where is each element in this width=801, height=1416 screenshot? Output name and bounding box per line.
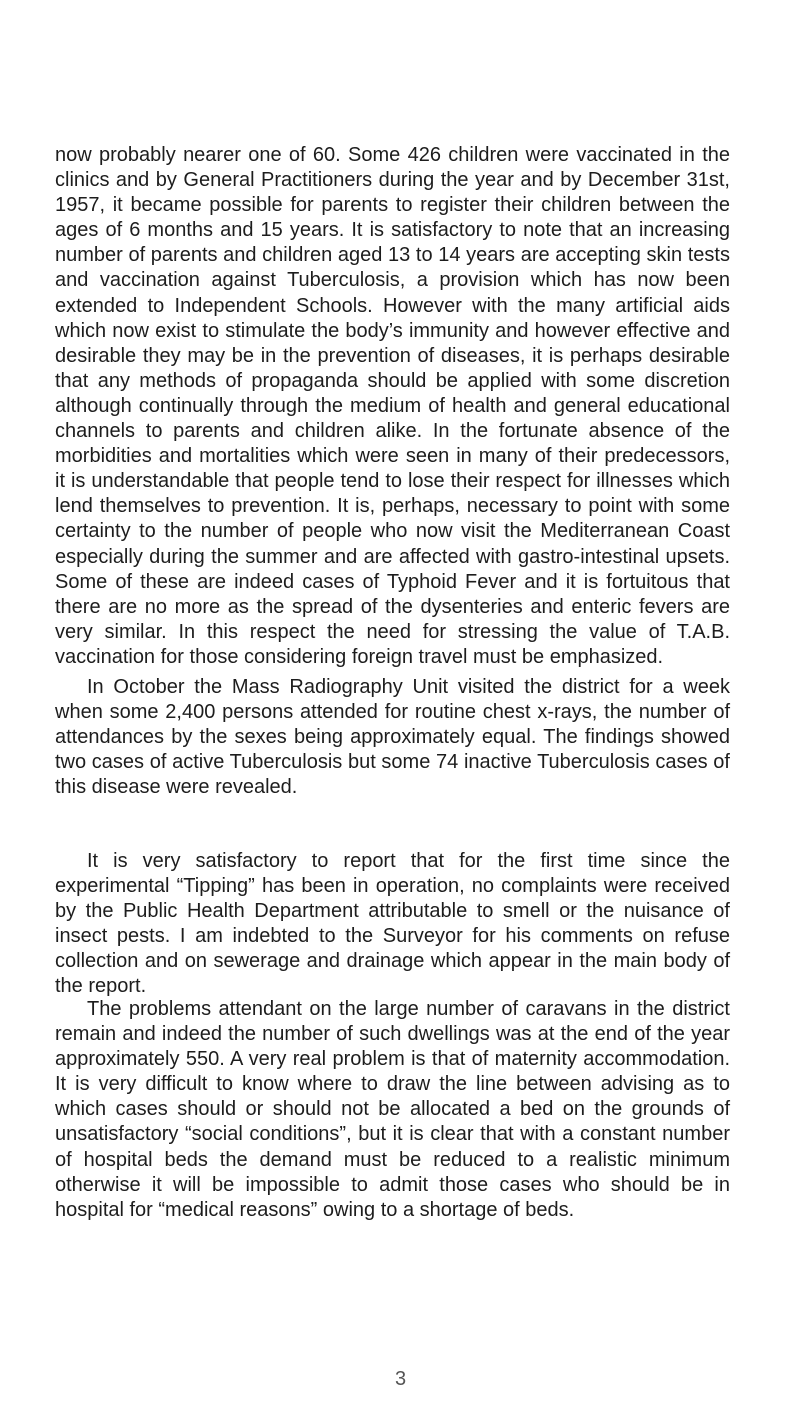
page-number: 3 xyxy=(394,1368,407,1390)
paragraph-mass-radiography: In October the Mass Radiography Unit visited the district for a week when some 2,400 persons attended for routine chest x-rays, the number of attendances by the sexes being approximately equal. The findings showed two cases of active Tuberculosis but some 74 inactive Tuberculosis cases of this disease were revealed. xyxy=(55,676,730,799)
paragraph-tipping: It is very satisfactory to report that for the first time since the experimental “Tipping” has been in operation, no complaints were received by the Public Health Department attributable to smell or the nuisance of insect pests. I am indebted to the Surveyor for his comments on refuse collection and on sewerage and drainage which appear in the main body of the report. xyxy=(55,850,730,998)
paragraph-caravans: The problems attendant on the large number of caravans in the district remain and indeed the number of such dwellings was at the end of the year approximately 550. A very real problem is that of maternity accommodation. It is very difficult to know where to draw the line between advising as to which cases should or should not be allocated a bed on the grounds of unsatisfactory “social conditions”, but it is clear that with a constant number of hospital beds the demand must be reduced to a realistic minimum otherwise it will be impossible to admit those cases who should be in hospital for “medical reasons” owing to a shortage of beds. xyxy=(55,998,730,1221)
paragraph-vaccination: now probably nearer one of 60. Some 426 children were vaccinated in the clinics and by General Practitioners during the year and by December 31st, 1957, it became possible for parents to register their children between the ages of 6 months and 15 years. It is satisfactory to note that an increasing number of parents and children aged 13 to 14 years are accepting skin tests and vaccination against Tuberculosis, a provision which has now been extended to Independent Schools. However with the many artificial aids which now exist to stimulate the body’s immunity and however effective and desirable they may be in the prevention of diseases, it is perhaps desirable that any methods of propaganda should be applied with some discretion although continually through the medium of health and general educational channels to parents and children alike. In the fortunate absence of the morbidities and mortalities which were seen in many of their predecessors, it is understandable that people tend to lose their respect for illnesses which lend themselves to prevention. It is, perhaps, necessary to point with some certainty to the number of people who now visit the Mediterranean Coast especially during the summer and are affected with gastro-intestinal upsets. Some of these are indeed cases of Typhoid Fever and it is fortuitous that there are no more as the spread of the dysenteries and enteric fevers are very similar. In this respect the need for stressing the value of T.A.B. vaccination for those considering foreign travel must be emphasized. xyxy=(55,144,730,668)
